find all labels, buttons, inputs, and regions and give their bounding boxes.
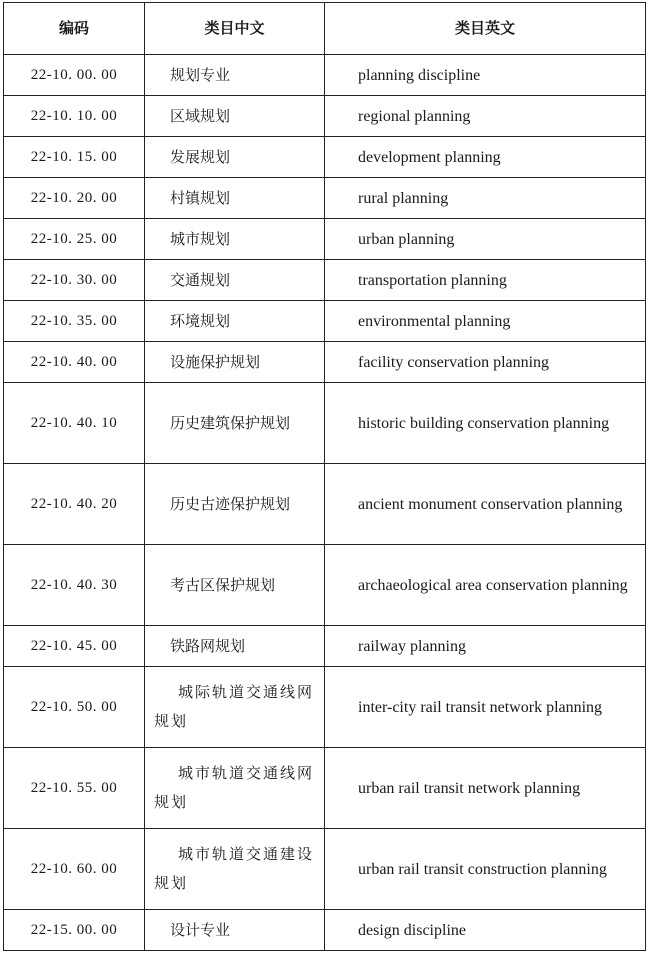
code-cell: 22-10. 55. 00 <box>4 748 145 829</box>
chinese-name-cell: 城市规划 <box>145 219 325 260</box>
header-chinese-name: 类目中文 <box>145 3 325 55</box>
chinese-name-cell: 铁路网规划 <box>145 626 325 667</box>
english-name-cell: planning discipline <box>325 55 646 96</box>
english-name-cell: inter-city rail transit network planning <box>325 667 646 748</box>
code-cell: 22-10. 40. 20 <box>4 464 145 545</box>
code-cell: 22-10. 50. 00 <box>4 667 145 748</box>
code-cell: 22-10. 45. 00 <box>4 626 145 667</box>
chinese-name-cell: 村镇规划 <box>145 178 325 219</box>
code-cell: 22-10. 10. 00 <box>4 96 145 137</box>
chinese-name-cell: 城市轨道交通线网规划 <box>145 748 325 829</box>
code-cell: 22-10. 60. 00 <box>4 829 145 910</box>
english-name-cell: railway planning <box>325 626 646 667</box>
english-name-cell: development planning <box>325 137 646 178</box>
table-row <box>4 301 646 342</box>
english-name-cell: urban rail transit network planning <box>325 748 646 829</box>
english-name-cell: regional planning <box>325 96 646 137</box>
chinese-name-cell: 考古区保护规划 <box>145 545 325 626</box>
english-name-cell: urban planning <box>325 219 646 260</box>
code-cell: 22-10. 40. 00 <box>4 342 145 383</box>
table-row <box>4 829 646 910</box>
header-code: 编码 <box>4 3 145 55</box>
table-row <box>4 667 646 748</box>
chinese-name-cell: 历史建筑保护规划 <box>145 383 325 464</box>
code-cell: 22-10. 40. 30 <box>4 545 145 626</box>
english-name-cell: ancient monument conservation planning <box>325 464 646 545</box>
code-cell: 22-10. 25. 00 <box>4 219 145 260</box>
table-row <box>4 626 646 667</box>
chinese-name-cell: 城际轨道交通线网规划 <box>145 667 325 748</box>
english-name-cell: design discipline <box>325 910 646 951</box>
english-name-cell: transportation planning <box>325 260 646 301</box>
code-cell: 22-10. 35. 00 <box>4 301 145 342</box>
chinese-name-cell: 规划专业 <box>145 55 325 96</box>
table-row <box>4 55 646 96</box>
english-name-cell: rural planning <box>325 178 646 219</box>
chinese-name-cell: 历史古迹保护规划 <box>145 464 325 545</box>
table-row <box>4 748 646 829</box>
table-row <box>4 96 646 137</box>
table-row <box>4 464 646 545</box>
chinese-name-cell: 交通规划 <box>145 260 325 301</box>
chinese-name-cell: 设计专业 <box>145 910 325 951</box>
header-row <box>4 3 646 55</box>
header-english-name: 类目英文 <box>325 3 646 55</box>
english-name-cell: facility conservation planning <box>325 342 646 383</box>
code-cell: 22-10. 00. 00 <box>4 55 145 96</box>
chinese-name-cell: 发展规划 <box>145 137 325 178</box>
table-row <box>4 178 646 219</box>
chinese-name-cell: 区域规划 <box>145 96 325 137</box>
table-row <box>4 545 646 626</box>
chinese-name-cell: 城市轨道交通建设规划 <box>145 829 325 910</box>
table-row <box>4 137 646 178</box>
table-row <box>4 342 646 383</box>
english-name-cell: historic building conservation planning <box>325 383 646 464</box>
code-cell: 22-10. 15. 00 <box>4 137 145 178</box>
english-name-cell: urban rail transit construction planning <box>325 829 646 910</box>
code-cell: 22-10. 30. 00 <box>4 260 145 301</box>
classification-table <box>3 2 646 951</box>
table-row <box>4 910 646 951</box>
table-row <box>4 383 646 464</box>
english-name-cell: environmental planning <box>325 301 646 342</box>
code-cell: 22-10. 20. 00 <box>4 178 145 219</box>
table-row <box>4 260 646 301</box>
chinese-name-cell: 环境规划 <box>145 301 325 342</box>
chinese-name-cell: 设施保护规划 <box>145 342 325 383</box>
english-name-cell: archaeological area conservation planning <box>325 545 646 626</box>
code-cell: 22-10. 40. 10 <box>4 383 145 464</box>
code-cell: 22-15. 00. 00 <box>4 910 145 951</box>
table-row <box>4 219 646 260</box>
